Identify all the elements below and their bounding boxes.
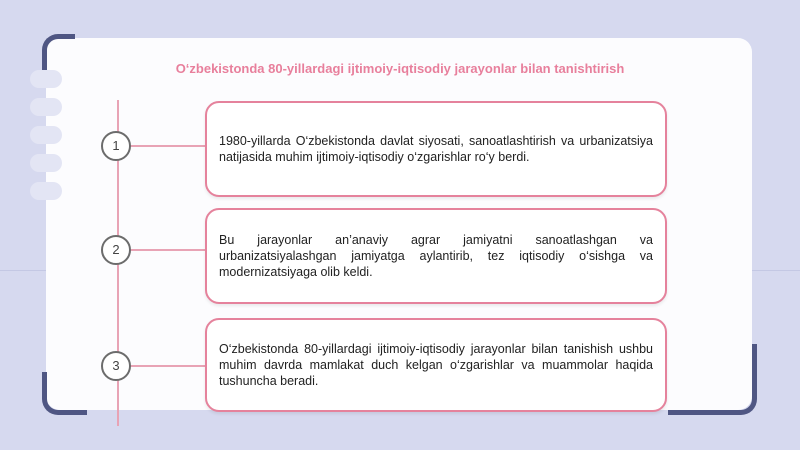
step-text-3: O‘zbekistonda 80-yillardagi ijtimoiy-iqtisodiy jarayonlar bilan tanishish ushbu muhim davrda mamlakat duch kelgan o‘zgarishlar va muammolar haqida tushuncha beradi.	[219, 342, 653, 388]
timeline-connector-3	[118, 365, 206, 367]
page-title: O‘zbekistonda 80-yillardagi ijtimoiy-iqtisodiy jarayonlar bilan tanishtirish	[175, 61, 625, 76]
timeline-connector-1	[118, 145, 206, 147]
step-card-3	[205, 318, 667, 412]
notebook-hole	[30, 154, 62, 172]
step-text-2: Bu jarayonlar an’anaviy agrar jamiyatni sanoatlashgan va urbanizatsiyalashgan jamiyatga aylantirib, tez iqtisodiy o‘sishga va modernizatsiyaga olib keldi.	[219, 233, 653, 279]
step-number-circle-3: 3	[101, 351, 131, 381]
corner-bracket-bottom-right	[668, 344, 757, 415]
step-card-1	[205, 101, 667, 197]
step-text-1: 1980-yillarda O‘zbekistonda davlat siyosati, sanoatlashtirish va urbanizatsiya natijasida muhim ijtimoiy-iqtisodiy o‘zgarishlar ro‘y berdi.	[219, 134, 653, 164]
notebook-hole	[30, 182, 62, 200]
notebook-hole	[30, 98, 62, 116]
notebook-hole	[30, 126, 62, 144]
corner-bracket-bottom-left	[42, 372, 87, 415]
step-number-circle-2: 2	[101, 235, 131, 265]
step-card-2	[205, 208, 667, 304]
step-number-circle-1: 1	[101, 131, 131, 161]
timeline-connector-2	[118, 249, 206, 251]
notebook-hole	[30, 70, 62, 88]
